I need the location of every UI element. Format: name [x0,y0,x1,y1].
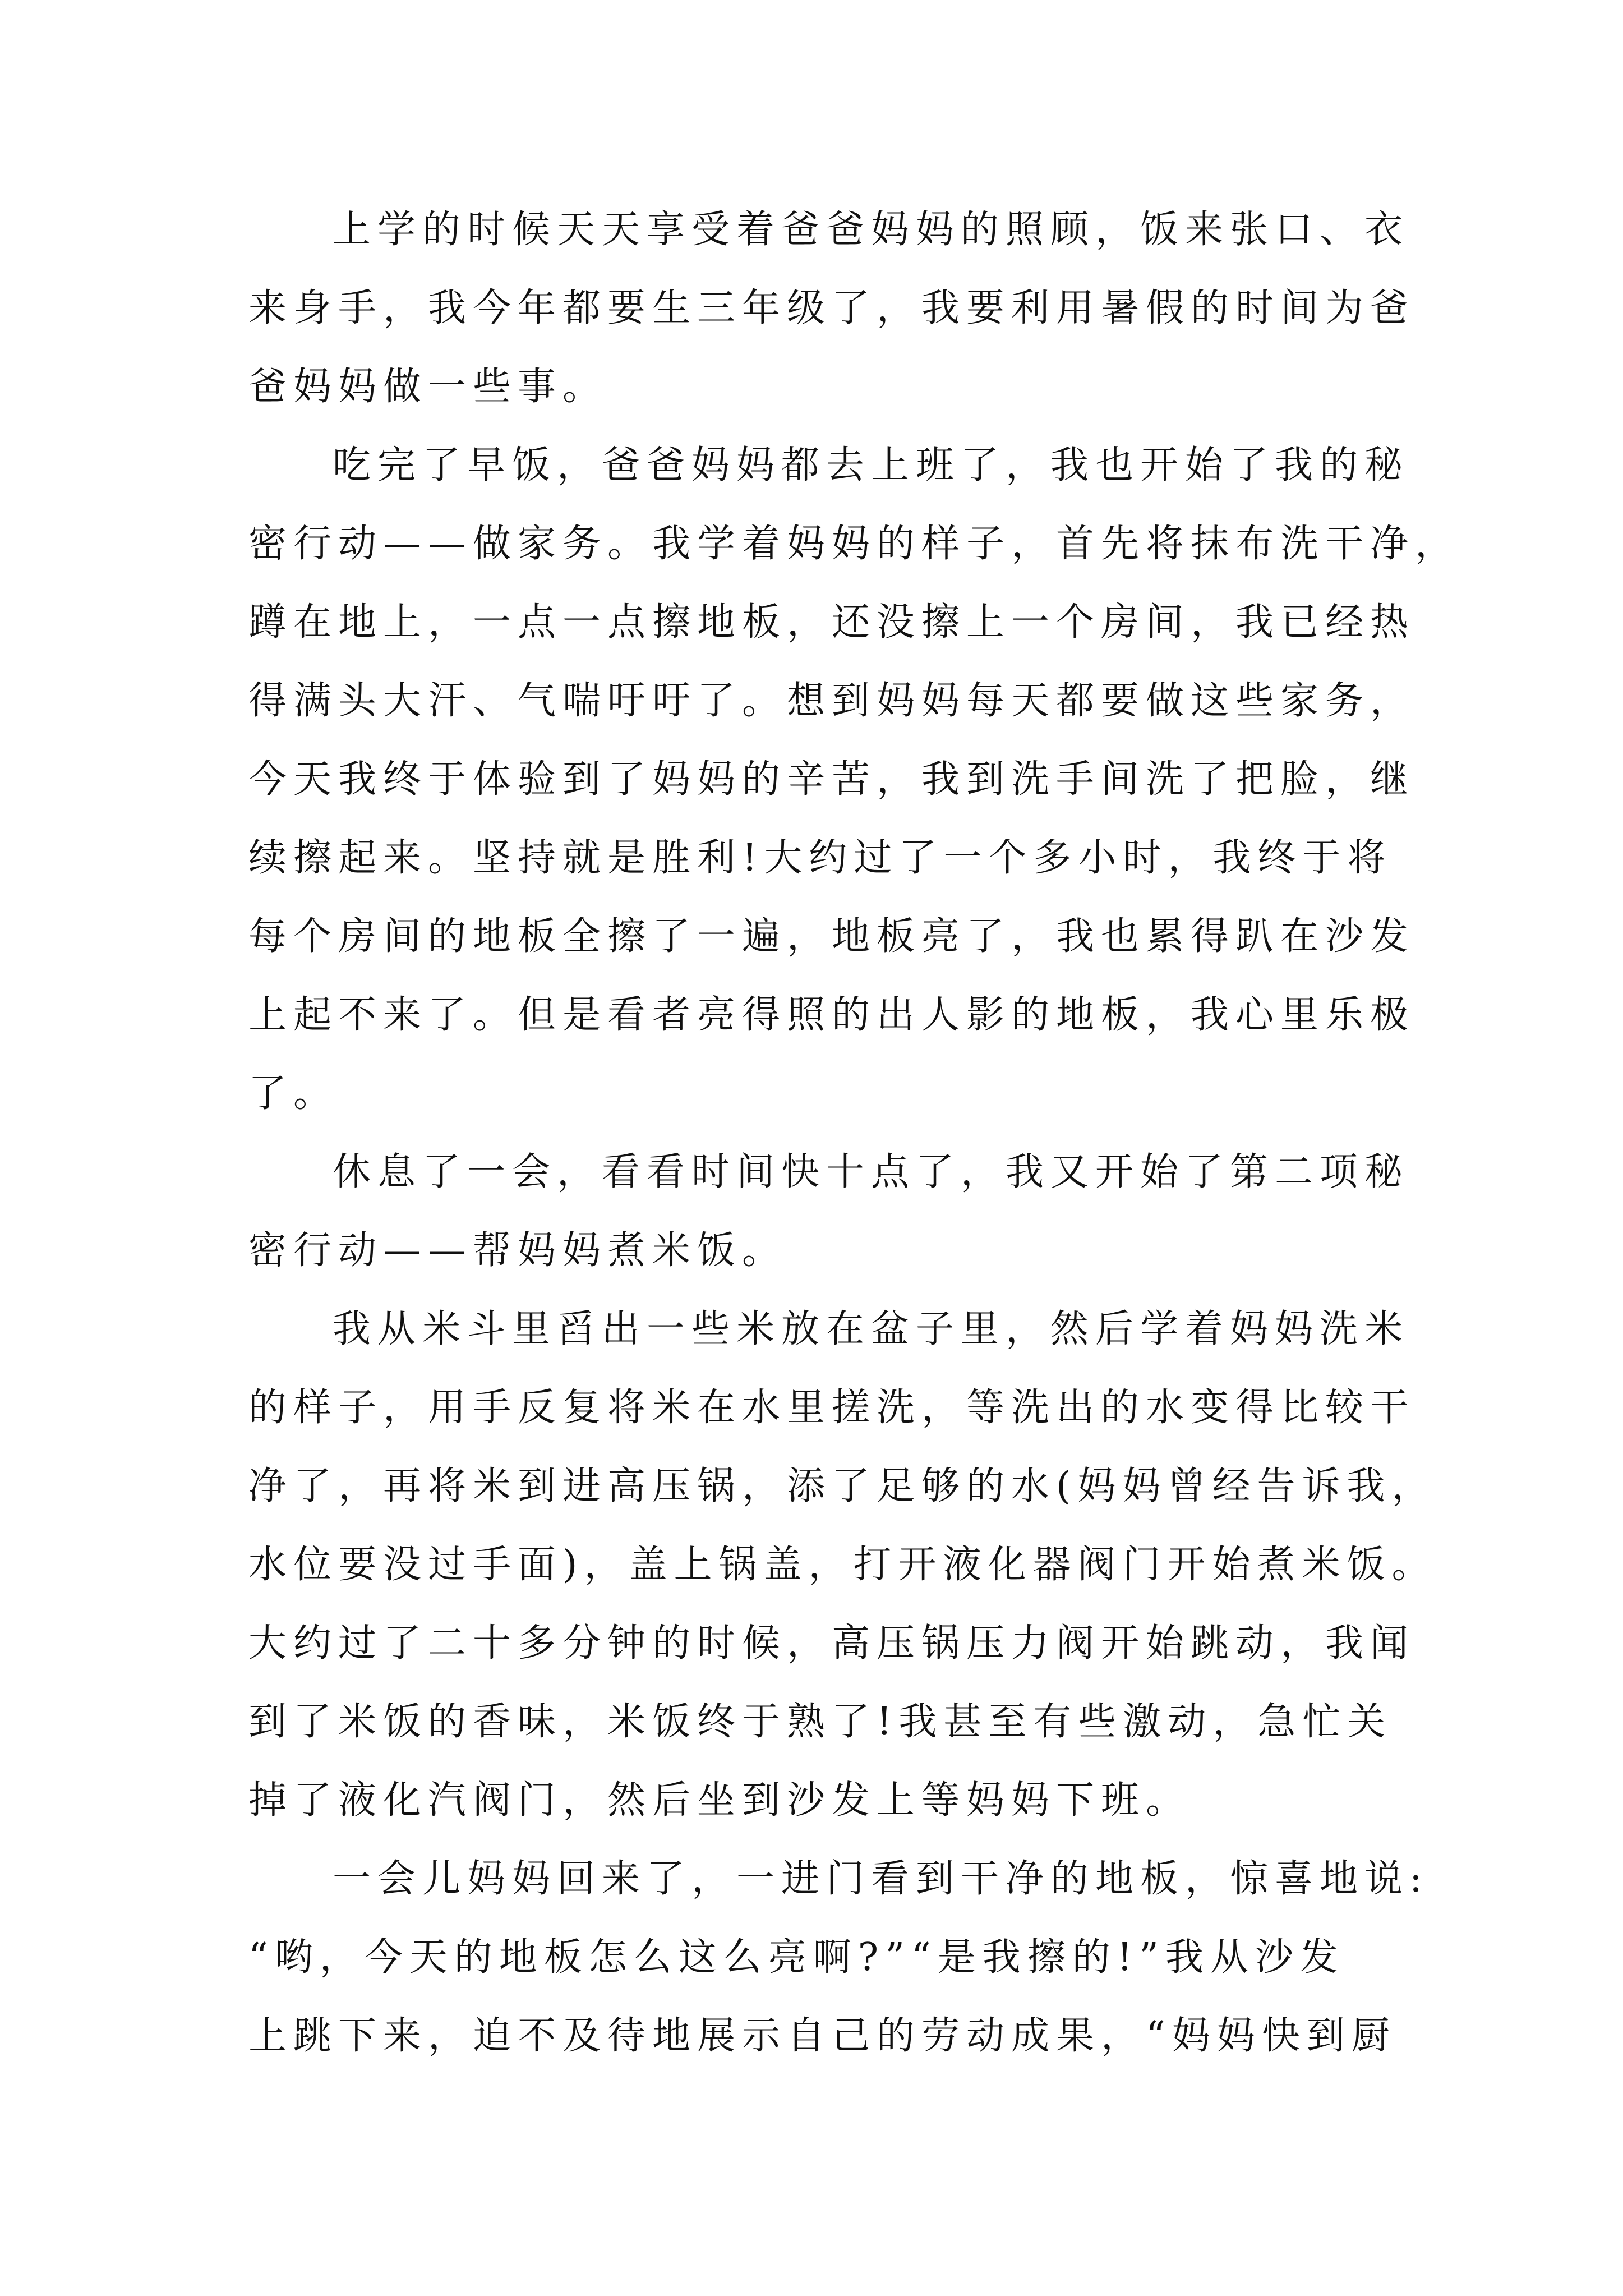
text-line: 密行动——帮妈妈煮米饭。 [248,1228,787,1273]
text-line: 休息了一会，看看时间快十点了，我又开始了第二项秘 [333,1150,1410,1194]
text-line: 水位要没过手面)，盖上锅盖，打开液化器阀门开始煮米饭。 [248,1543,1437,1587]
text-line: 蹲在地上，一点一点擦地板，还没擦上一个房间，我已经热 [248,600,1415,645]
text-line: 一会儿妈妈回来了，一进门看到干净的地板，惊喜地说: [333,1857,1429,1901]
text-line: 来身手，我今年都要生三年级了，我要利用暑假的时间为爸 [248,286,1415,330]
text-line: 掉了液化汽阀门，然后坐到沙发上等妈妈下班。 [248,1778,1191,1823]
text-line: 上跳下来，迫不及待地展示自己的劳动成果，“妈妈快到厨 [248,2014,1396,2058]
text-line: 的样子，用手反复将米在水里搓洗，等洗出的水变得比较干 [248,1386,1415,1430]
body-text [248,191,1460,2076]
text-line: 每个房间的地板全擦了一遍，地板亮了，我也累得趴在沙发 [248,914,1415,959]
text-line: 今天我终于体验到了妈妈的辛苦，我到洗手间洗了把脸，继 [248,757,1415,802]
text-line: 净了，再将米到进高压锅，添了足够的水(妈妈曾经告诉我， [248,1464,1437,1508]
text-line: 大约过了二十多分钟的时候，高压锅压力阀开始跳动，我闻 [248,1621,1415,1665]
text-line: 到了米饭的香味，米饭终于熟了!我甚至有些激动，急忙关 [248,1700,1393,1744]
text-line: 我从米斗里舀出一些米放在盆子里，然后学着妈妈洗米 [333,1307,1410,1351]
text-line: 密行动——做家务。我学着妈妈的样子，首先将抹布洗干净， [248,522,1460,566]
text-line: 了。 [248,1071,339,1116]
text-line: “哟，今天的地板怎么这么亮啊?”“是我擦的!”我从沙发 [248,1935,1345,1980]
text-line: 爸妈妈做一些事。 [248,365,608,409]
text-line: 吃完了早饭，爸爸妈妈都去上班了，我也开始了我的秘 [333,443,1410,487]
text-line: 续擦起来。坚持就是胜利!大约过了一个多小时，我终于将 [248,836,1393,880]
text-line: 上学的时候天天享受着爸爸妈妈的照顾，饭来张口、衣 [333,208,1410,252]
text-line: 得满头大汗、气喘吁吁了。想到妈妈每天都要做这些家务， [248,679,1415,723]
text-line: 上起不来了。但是看者亮得照的出人影的地板，我心里乐极 [248,993,1415,1037]
